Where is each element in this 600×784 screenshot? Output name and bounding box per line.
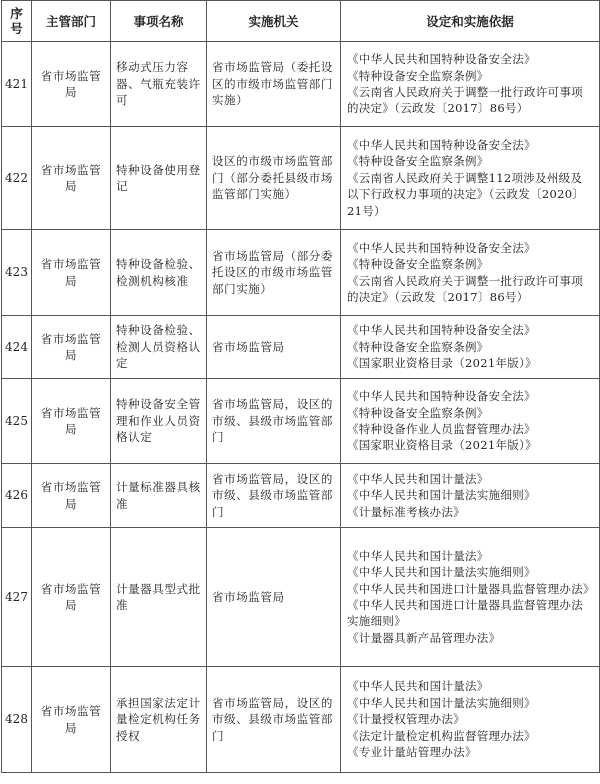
basis-line: 《中华人民共和国计量法实施细则》 — [347, 695, 536, 710]
row-dept: 省市场监管局 — [32, 464, 111, 528]
basis-line: 《国家职业资格目录（2021年版）》 — [347, 438, 537, 453]
row-agency: 设区的市级市场监管部门（部分委托县级市场监管部门实施） — [207, 127, 341, 230]
row-item: 移动式压力容器、气瓶充装许可 — [111, 42, 207, 127]
table-row — [2, 528, 600, 667]
basis-line: 《中华人民共和国特种设备安全法》 — [347, 389, 536, 404]
row-num: 425 — [2, 379, 32, 464]
permit-table — [1, 0, 600, 773]
table-row — [2, 464, 600, 528]
row-dept: 省市场监管局 — [32, 127, 111, 230]
table-row — [2, 127, 600, 230]
row-basis — [341, 464, 600, 528]
row-basis — [341, 667, 600, 773]
basis-line: 《计量标准考核办法》 — [347, 504, 465, 519]
basis-line: 《特种设备安全监察条例》 — [347, 154, 489, 169]
row-num: 422 — [2, 127, 32, 230]
row-basis — [341, 528, 600, 667]
row-basis — [341, 379, 600, 464]
row-dept: 省市场监管局 — [32, 230, 111, 316]
table-row — [2, 667, 600, 773]
row-item: 特种设备安全管理和作业人员资格认定 — [111, 379, 207, 464]
header-num — [2, 1, 32, 42]
basis-line: 《云南省人民政府关于调整一批行政许可事项的决定》（云政发〔2017〕86号） — [347, 273, 583, 304]
basis-line: 《特种设备安全监察条例》 — [347, 257, 489, 272]
row-num: 421 — [2, 42, 32, 127]
row-num: 428 — [2, 667, 32, 773]
basis-line: 《特种设备作业人员监督管理办法》 — [347, 422, 536, 436]
basis-line: 《中华人民共和国计量法》 — [347, 471, 489, 486]
row-basis — [341, 230, 600, 316]
row-item: 特种设备检验、检测机构核准 — [111, 230, 207, 316]
basis-line: 《云南省人民政府关于调整112项涉及州级及以下行政权力事项的决定》（云政发〔2020〕21号） — [347, 170, 585, 218]
table-row — [2, 42, 600, 127]
row-dept: 省市场监管局 — [32, 379, 111, 464]
basis-line: 《计量授权管理办法》 — [347, 712, 465, 727]
row-agency: 省市场监管局（部分委托设区的市级市场监管部门实施） — [207, 230, 341, 316]
basis-line: 《中华人民共和国计量法实施细则》 — [347, 488, 536, 503]
basis-line: 《专业计量站管理办法》 — [347, 745, 477, 760]
row-num: 426 — [2, 464, 32, 528]
row-basis — [341, 316, 600, 379]
basis-line: 《特种设备安全监察条例》 — [347, 405, 489, 420]
row-agency: 省市场监管局，设区的市级、县级市场监管部门 — [207, 667, 341, 773]
row-dept: 省市场监管局 — [32, 667, 111, 773]
row-item: 特种设备使用登记 — [111, 127, 207, 230]
basis-line: 《中华人民共和国特种设备安全法》 — [347, 240, 536, 255]
basis-line: 《云南省人民政府关于调整一批行政许可事项的决定》（云政发〔2017〕86号） — [347, 85, 583, 116]
basis-line: 《计量器具新产品管理办法》 — [347, 630, 501, 645]
row-item: 计量标准器具核准 — [111, 464, 207, 528]
row-item: 特种设备检验、检测人员资格认定 — [111, 316, 207, 379]
row-num: 423 — [2, 230, 32, 316]
row-agency: 省市场监管局 — [207, 316, 341, 379]
row-dept: 省市场监管局 — [32, 528, 111, 667]
basis-line: 《中华人民共和国计量法》 — [347, 679, 489, 694]
basis-line: 《中华人民共和国进口计量器具监督管理办法》 — [347, 581, 595, 596]
table-row — [2, 379, 600, 464]
basis-line: 《国家职业资格目录（2021年版）》 — [347, 356, 537, 371]
basis-line: 《中华人民共和国特种设备安全法》 — [347, 52, 536, 67]
row-dept: 省市场监管局 — [32, 42, 111, 127]
header-basis: 设定和实施依据 — [341, 1, 600, 42]
header-item: 事项名称 — [111, 1, 207, 42]
row-agency: 省市场监管局 — [207, 528, 341, 667]
basis-line: 《特种设备安全监察条例》 — [347, 339, 489, 354]
basis-line: 《中华人民共和国进口计量器具监督管理办法实施细则》 — [347, 598, 583, 629]
basis-line: 《中华人民共和国计量法》 — [347, 548, 489, 563]
table-row — [2, 316, 600, 379]
table-row — [2, 230, 600, 316]
row-num: 424 — [2, 316, 32, 379]
header-dept: 主管部门 — [32, 1, 111, 42]
table-header-row — [2, 1, 600, 42]
row-dept: 省市场监管局 — [32, 316, 111, 379]
row-num: 427 — [2, 528, 32, 667]
basis-line: 《中华人民共和国计量法实施细则》 — [347, 565, 536, 580]
basis-line: 《法定计量检定机构监督管理办法》 — [347, 728, 536, 743]
row-agency: 省市场监管局，设区的市级、县级市场监管部门 — [207, 379, 341, 464]
header-agency: 实施机关 — [207, 1, 341, 42]
header-num-char-1: 序 — [10, 6, 23, 21]
basis-line: 《中华人民共和国特种设备安全法》 — [347, 137, 536, 152]
row-agency: 省市场监管局（委托设区的市级市场监管部门实施） — [207, 42, 341, 127]
row-basis — [341, 127, 600, 230]
row-item: 承担国家法定计量检定机构任务授权 — [111, 667, 207, 773]
header-num-char-2: 号 — [10, 21, 23, 36]
basis-line: 《中华人民共和国特种设备安全法》 — [347, 323, 536, 338]
basis-line: 《特种设备安全监察条例》 — [347, 68, 489, 83]
row-agency: 省市场监管局，设区的市级、县级市场监管部门 — [207, 464, 341, 528]
row-basis — [341, 42, 600, 127]
row-item: 计量器具型式批准 — [111, 528, 207, 667]
